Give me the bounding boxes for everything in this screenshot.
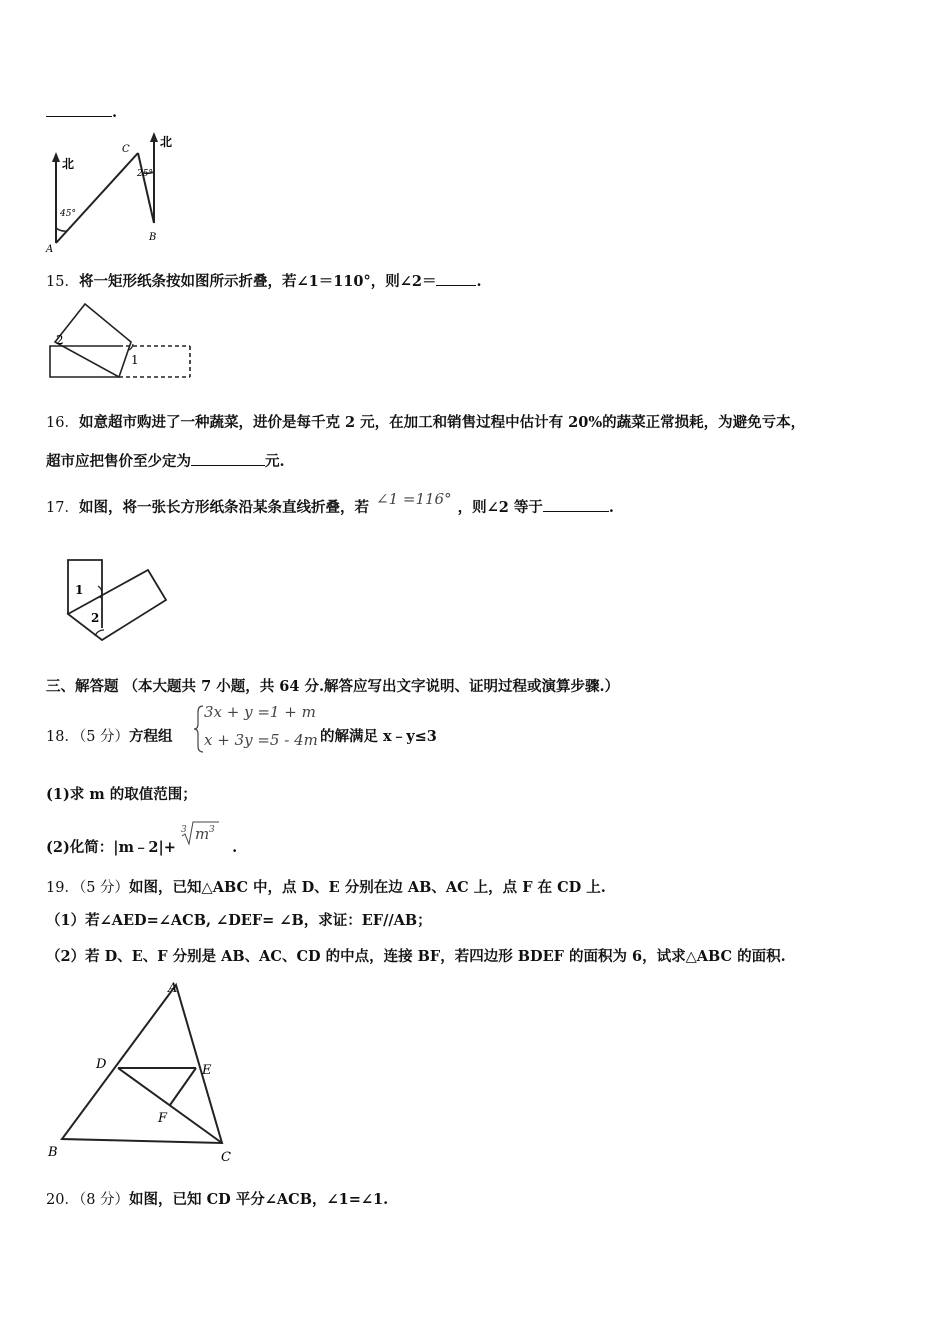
question-score: （8 分） xyxy=(78,1192,130,1208)
figure-folded-strip xyxy=(45,300,195,382)
point-a-label: A xyxy=(46,244,54,255)
figure-direction xyxy=(40,128,190,258)
angle-1-label: 1 xyxy=(131,353,139,367)
question-number: 20． xyxy=(46,1192,79,1208)
question-tail: 元. xyxy=(265,453,285,470)
vertex-a-label: A xyxy=(168,981,178,996)
question-text: 超市应把售价至少定为 xyxy=(46,453,191,470)
question-18-condition xyxy=(320,727,437,747)
question-19-part1 xyxy=(46,911,432,931)
question-number: 18． xyxy=(46,729,79,745)
point-e-label: E xyxy=(202,1063,212,1078)
root-body: m xyxy=(195,825,210,843)
part-1-text: (1)求 m 的取值范围； xyxy=(46,786,197,803)
section-3-heading xyxy=(46,677,619,697)
question-score: （5 分） xyxy=(78,880,130,896)
root-exponent: 3 xyxy=(209,825,215,835)
period: . xyxy=(232,839,238,856)
question-text: 如意超市购进了一种蔬菜，进价是每千克 2 元，在加工和销售过程中估计有 20%的蔬菜正常损耗，为避免亏本， xyxy=(78,414,806,431)
angle-45-label: 45° xyxy=(60,209,76,219)
period: . xyxy=(476,273,482,290)
question-text: 方程组 xyxy=(129,728,173,745)
question-text: 如图，已知△ABC 中，点 D、E 分别在边 AB、AC 上，点 F 在 CD 上. xyxy=(129,879,606,896)
point-b-label: B xyxy=(149,232,157,243)
question-15 xyxy=(46,271,482,292)
vertex-c-label: C xyxy=(221,1150,231,1165)
point-f-label: F xyxy=(158,1111,168,1126)
question-19-part2 xyxy=(46,947,786,967)
part-2-text: （2）若 D、E、F 分别是 AB、AC、CD 的中点，连接 BF，若四边形 BDEF 的面积为 6，试求△ABC 的面积. xyxy=(46,948,786,965)
figure-folded-strip-2 xyxy=(60,556,170,644)
question-number: 15． xyxy=(46,274,79,290)
question-text-2: ，则∠2 等于 xyxy=(457,499,543,516)
question-16-line1 xyxy=(46,413,805,433)
question-text: 将一矩形纸条按如图所示折叠，若∠1＝110°，则∠2＝ xyxy=(78,273,437,290)
equation-1: 3x + y =1 + m xyxy=(204,703,316,721)
answer-blank xyxy=(436,271,476,286)
angle-2-label: 2 xyxy=(91,611,100,625)
cube-root xyxy=(181,825,221,852)
angle-2-label: 2 xyxy=(56,333,64,347)
vertex-b-label: B xyxy=(48,1145,58,1160)
part-1-text: （1）若∠AED=∠ACB, ∠DEF= ∠B，求证：EF//AB； xyxy=(46,912,432,929)
segment-cb xyxy=(138,153,154,223)
question-18 xyxy=(46,727,173,747)
angle-expression: ∠1 =116° xyxy=(376,490,452,508)
point-c-label: C xyxy=(122,144,130,155)
part-2-text: (2)化简：|m﹣2|+ xyxy=(46,839,176,856)
question-score: （5 分） xyxy=(78,729,130,745)
angle-1-label: 1 xyxy=(75,583,84,597)
triangle-abc xyxy=(62,985,222,1143)
root-index: 3 xyxy=(181,825,187,835)
period: . xyxy=(608,499,614,516)
segment-dc xyxy=(118,1068,222,1143)
question-16-line2 xyxy=(46,451,285,472)
top-fragment xyxy=(46,102,117,123)
question-number: 17． xyxy=(46,500,79,516)
answer-blank xyxy=(191,451,265,466)
north-label-left: 北 xyxy=(62,157,75,171)
question-19 xyxy=(46,878,606,898)
question-20 xyxy=(46,1190,388,1210)
question-number: 19． xyxy=(46,880,79,896)
condition-text: 的解满足 x﹣y≤3 xyxy=(320,728,437,745)
question-18-part2 xyxy=(46,825,238,858)
period: . xyxy=(112,104,118,121)
figure-triangle xyxy=(40,975,250,1170)
angle-25-label: 25° xyxy=(137,169,153,179)
question-17 xyxy=(46,490,614,518)
question-text: 如图，将一张长方形纸条沿某条直线折叠，若 xyxy=(78,499,369,516)
section-title: 三、解答题 （本大题共 7 小题，共 64 分.解答应写出文字说明、证明过程或演算步骤.） xyxy=(46,678,620,695)
segment-ef xyxy=(170,1068,196,1105)
question-number: 16． xyxy=(46,415,79,431)
question-text: 如图，已知 CD 平分∠ACB，∠1=∠1. xyxy=(129,1191,389,1208)
north-label-right: 北 xyxy=(160,135,173,149)
point-d-label: D xyxy=(96,1057,107,1072)
answer-blank xyxy=(543,497,609,512)
equation-2: x + 3y =5 - 4m xyxy=(204,731,318,749)
answer-blank xyxy=(46,102,112,117)
question-18-part1 xyxy=(46,785,197,805)
